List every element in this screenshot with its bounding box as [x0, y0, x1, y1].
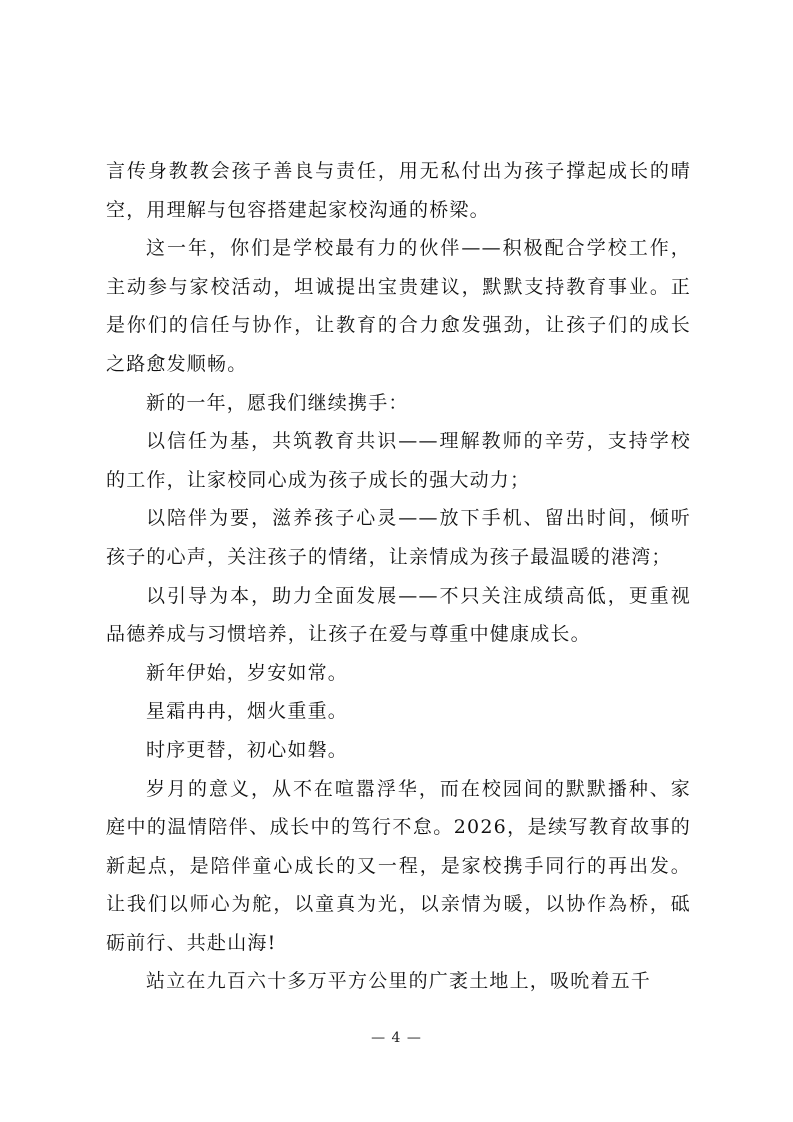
paragraph-new-year-intro: 新的一年，愿我们继续携手：	[146, 391, 409, 414]
paragraph-closing-start: 站立在九百六十多万平方公里的广袤土地上，吸吮着五千	[146, 970, 652, 993]
paragraph-line-1: 新年伊始，岁安如常。	[146, 661, 349, 684]
paragraph-guidance: 以引导为本，助力全面发展——不只关注成绩高低，更重视品德养成与习惯培养，让孩子在爱与尊重中健康成长。	[106, 584, 691, 646]
paragraph-trust: 以信任为基，共筑教育共识——理解教师的辛劳，支持学校的工作，让家校同心成为孩子成长的强大动力；	[106, 430, 691, 491]
paragraph-line-3: 时序更替，初心如磐。	[146, 738, 349, 761]
paragraph-partners: 这一年，你们是学校最有力的伙伴——积极配合学校工作，主动参与家校活动，坦诚提出宝贵建议，默默支持教育事业。正是你们的信任与协作，让教育的合力愈发强劲，让孩子们的成长之路愈发顺畅。	[106, 237, 691, 375]
paragraph-meaning-of-years: 岁月的意义，从不在喧嚣浮华，而在校园间的默默播种、家庭中的温情陪伴、成长中的笃行不怠。2026，是续写教育故事的新起点，是陪伴童心成长的又一程，是家校携手同行的再出发。让我们以师心为舵，以童真为光，以亲情为暖，以协作為桥，砥砺前行、共赴山海!	[106, 777, 691, 954]
paragraph-companionship: 以陪伴为要，滋养孩子心灵——放下手机、留出时间，倾听孩子的心声，关注孩子的情绪，让亲情成为孩子最温暖的港湾；	[106, 507, 691, 568]
paragraph-continuation: 言传身教教会孩子善良与责任，用无私付出为孩子撑起成长的晴空，用理解与包容搭建起家校沟通的桥梁。	[106, 160, 691, 221]
body-text	[106, 152, 691, 1001]
paragraph-line-2: 星霜冉冉，烟火重重。	[146, 700, 349, 723]
page-number: — 4 —	[371, 1030, 422, 1046]
